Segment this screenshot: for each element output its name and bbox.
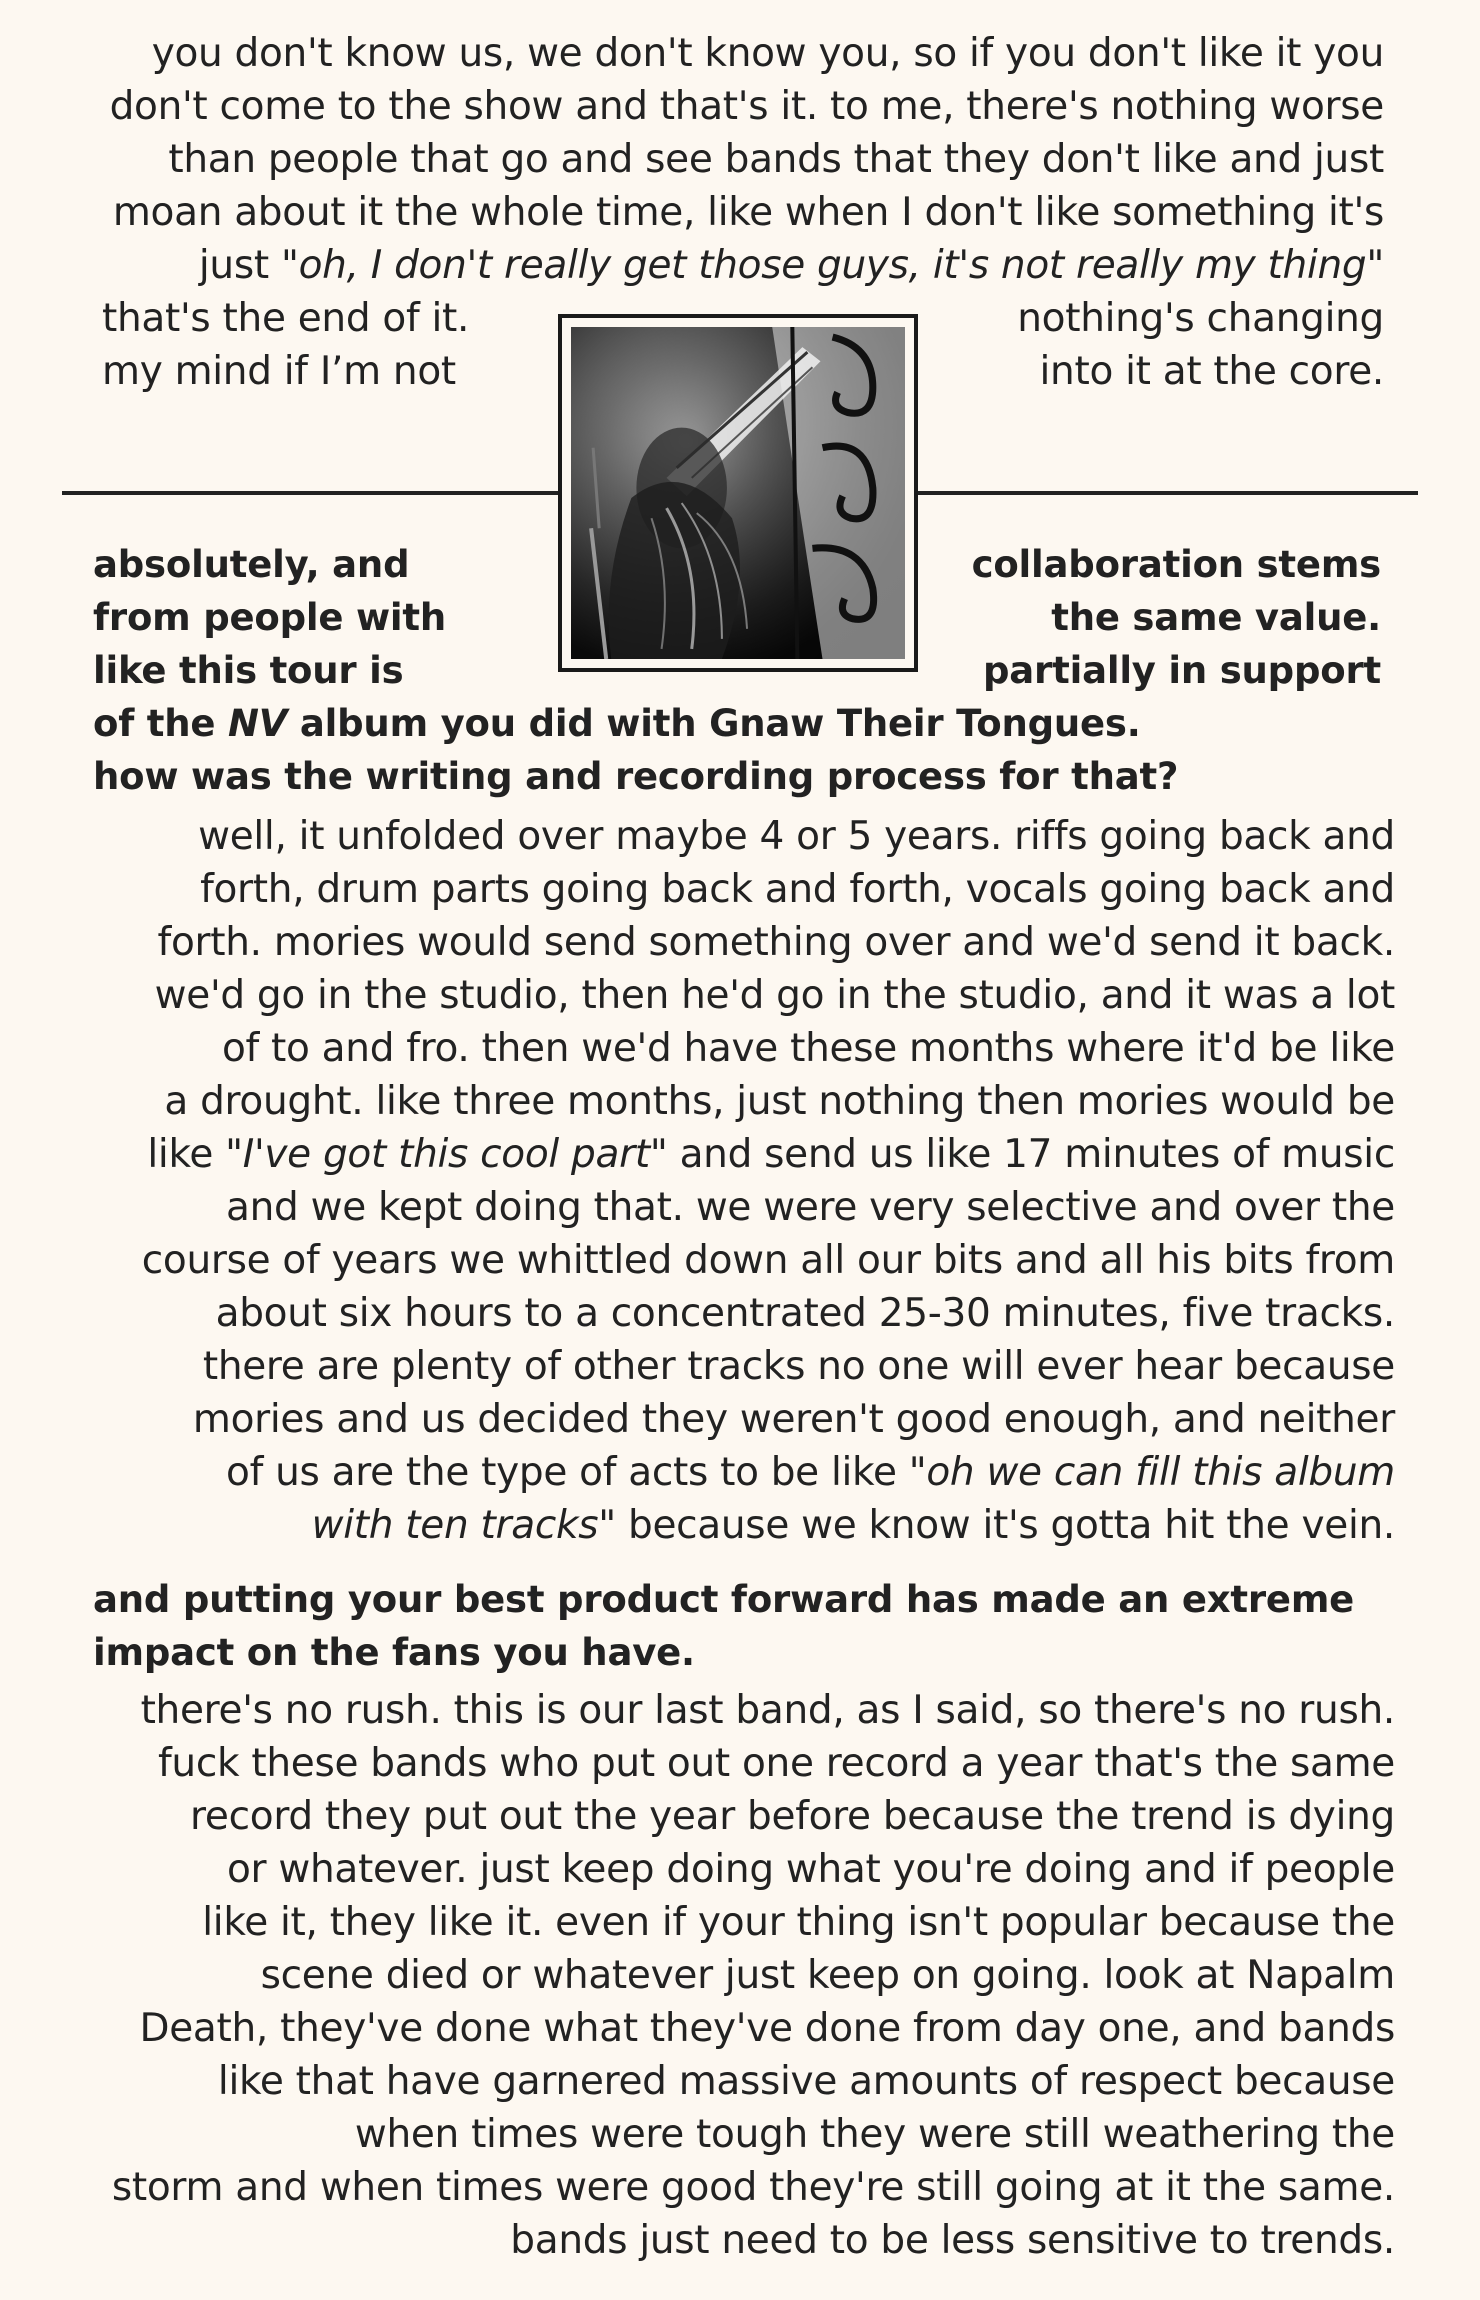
divider-rule-right [916, 491, 1418, 495]
intro-line: you don't know us, we don't know you, so if you don't like it you [151, 31, 1384, 76]
answer-line: there are plenty of other tracks no one will ever hear because [202, 1344, 1395, 1389]
answer-text: like [147, 1132, 226, 1177]
answer-line: forth, drum parts going back and forth, vocals going back and [200, 867, 1395, 912]
answer-line: like that have garnered massive amounts of respect because [217, 2059, 1395, 2104]
intro-text: just [198, 243, 281, 288]
question-line-right: the same value. [1051, 596, 1381, 639]
answer-quote: with ten tracks" [311, 1503, 616, 1548]
intro-line [199, 239, 1384, 292]
answer-line: of to and fro. then we'd have these months where it'd be like [221, 1026, 1395, 1071]
intro-line: moan about it the whole time, like when I don't like something it's [112, 190, 1384, 235]
answer-quote: "I've got this cool part" [225, 1132, 668, 1177]
answer-line: well, it unfolded over maybe 4 or 5 years. riffs going back and [198, 814, 1395, 859]
question-line: impact on the fans you have. [93, 1631, 695, 1674]
answer-line: when times were tough they were still weathering the [354, 2112, 1395, 2157]
answer-text: of us are the type of acts to be like [226, 1450, 909, 1495]
answer-line: or whatever. just keep doing what you're doing and if people [226, 1847, 1395, 1892]
intro-line-right: nothing's changing [1017, 296, 1384, 341]
question-line [93, 697, 1141, 750]
divider-rule-left [62, 491, 560, 495]
answer-line [226, 1446, 1395, 1499]
band-photo [558, 314, 918, 672]
answer-line: bands just need to be less sensitive to trends. [510, 2218, 1395, 2263]
answer-text: because we know it's gotta hit the vein. [615, 1503, 1395, 1548]
answer-line: course of years we whittled down all our bits and all his bits from [141, 1238, 1395, 1283]
intro-line-right: into it at the core. [1039, 349, 1384, 394]
answer-line: there's no rush. this is our last band, as I said, so there's no rush. [140, 1688, 1395, 1733]
answer-text: and send us like 17 minutes of music [667, 1132, 1395, 1177]
question-line-left: like this tour is [93, 649, 404, 692]
answer-line: and we kept doing that. we were very selective and over the [226, 1185, 1395, 1230]
answer-line: fuck these bands who put out one record a year that's the same [157, 1741, 1395, 1786]
answer-line: like it, they like it. even if your thing isn't popular because the [202, 1900, 1395, 1945]
answer-line: mories and us decided they weren't good enough, and neither [192, 1397, 1395, 1442]
question-line-left: absolutely, and [93, 543, 410, 586]
answer-line: storm and when times were good they're still going at it the same. [111, 2165, 1395, 2210]
answer-line: we'd go in the studio, then he'd go in the studio, and it was a lot [154, 973, 1395, 1018]
answer-line: scene died or whatever just keep on going. look at Napalm [260, 1953, 1395, 1998]
answer-quote: "oh we can fill this album [908, 1450, 1395, 1495]
answer-line: about six hours to a concentrated 25-30 minutes, five tracks. [215, 1291, 1395, 1336]
question-line: and putting your best product forward has made an extreme [93, 1578, 1355, 1621]
answer-line [312, 1499, 1395, 1552]
answer-line: a drought. like three months, just nothing then mories would be [164, 1079, 1395, 1124]
answer-line: record they put out the year before because the trend is dying [190, 1794, 1395, 1839]
answer-line: forth. mories would send something over and we'd send it back. [157, 920, 1395, 965]
question-text: album you did with Gnaw Their Tongues. [287, 702, 1141, 745]
question-line: how was the writing and recording process for that? [93, 755, 1179, 798]
intro-line-left: my mind if I’m not [102, 349, 456, 394]
question-text: of the [93, 702, 229, 745]
question-line-right: collaboration stems [971, 543, 1381, 586]
question-line-left: from people with [93, 596, 447, 639]
answer-line: Death, they've done what they've done from day one, and bands [139, 2006, 1395, 2051]
intro-line: than people that go and see bands that they don't like and just [168, 137, 1384, 182]
intro-quote: "oh, I don't really get those guys, it's not really my thing" [280, 243, 1384, 288]
intro-line: don't come to the show and that's it. to me, there's nothing worse [109, 84, 1384, 129]
band-live-photo-icon [571, 327, 905, 659]
intro-line-left: that's the end of it. [102, 296, 470, 341]
album-title: NV [228, 702, 288, 745]
question-line-right: partially in support [983, 649, 1381, 692]
answer-line [147, 1128, 1395, 1181]
